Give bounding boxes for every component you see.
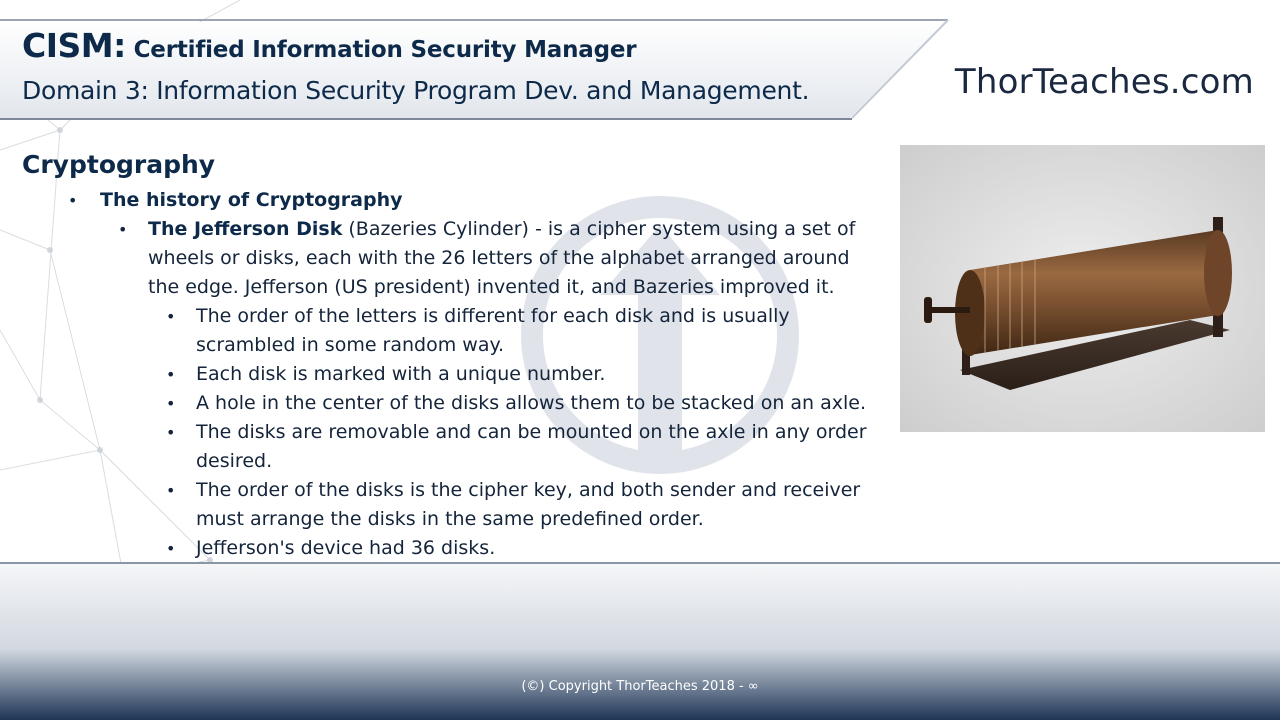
footer-band [0,562,1280,720]
footer-copyright: (©) Copyright ThorTeaches 2018 - ∞ [521,679,759,694]
sub-point: • The order of the disks is the cipher key, and both sender and receiver must arrange the disks in the same predefined order. [0,476,890,534]
sub-point: • Each disk is marked with a unique number. [0,360,890,389]
header-subtitle: Domain 3: Information Security Program Dev. and Management. [22,76,810,105]
slide-content [0,186,890,563]
jefferson-disk-photo [900,145,1265,432]
jefferson-disk-term: The Jefferson Disk [148,218,343,240]
sub-point: • The order of the letters is different for each disk and is usually scrambled in some random way. [0,302,890,360]
jefferson-disk-description: (Bazeries Cylinder) - is a cipher system using a set of wheels or disks, each with the 26 letters of the alphabet arranged around the edge. Jefferson (US president) invented it, and Bazeries improved it. [148,218,856,298]
sub-point: • A hole in the center of the disks allows them to be stacked on an axle. [0,389,890,418]
jefferson-disk-bullet [0,215,890,302]
header-title [22,26,636,65]
jefferson-disk-illustration [900,145,1265,432]
sub-point: • Jefferson's device had 36 disks. [0,534,890,563]
topic-bullet: • The history of Cryptography [0,186,890,215]
header-title-prefix: CISM: [22,26,126,65]
header-title-rest: Certified Information Security Manager [125,37,637,63]
footer-divider [0,562,1280,564]
sub-point: • The disks are removable and can be mounted on the axle in any order desired. [0,418,890,476]
brand-logo-text: ThorTeaches.com [954,62,1254,102]
section-title: Cryptography [22,150,216,179]
